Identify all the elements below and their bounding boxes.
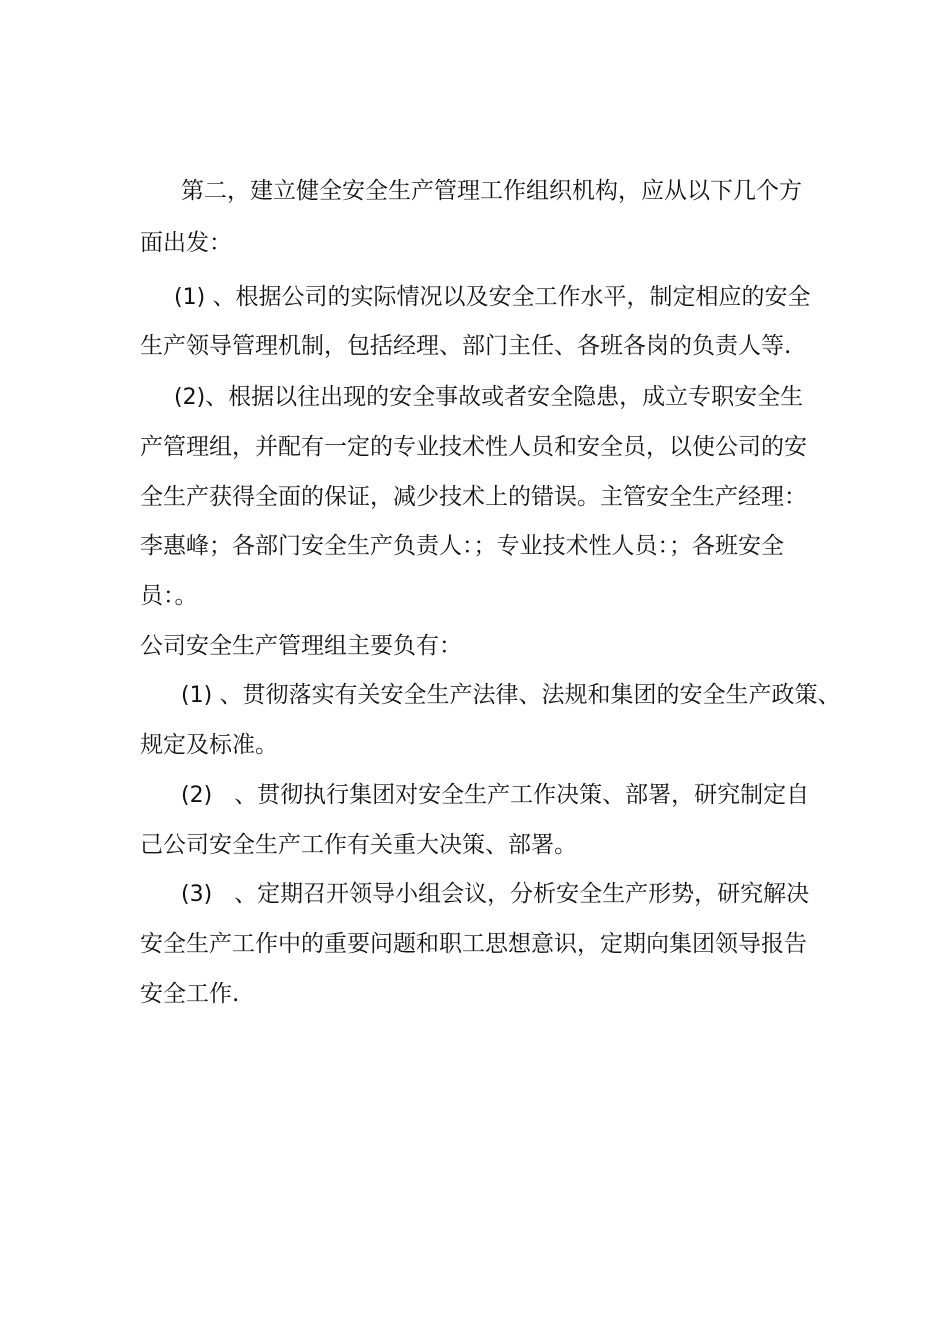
paragraph-intro-line-2: 面出发： (140, 230, 232, 256)
item-1-line-1 (174, 282, 810, 313)
duty-3-line-1 (181, 879, 809, 910)
item-2-line-2: 产管理组，并配有一定的专业技术性人员和安全员，以使公司的安 (140, 434, 807, 460)
duty-3-marker: (3) (181, 882, 213, 907)
item-2-marker: (2) (174, 385, 206, 410)
duty-2-line-2: 己公司安全生产工作有关重大决策、部署。 (140, 832, 577, 858)
item-2-line-3: 全生产获得全面的保证，减少技术上的错误。主管安全生产经理： (140, 484, 807, 510)
item-1-marker: (1) (174, 285, 206, 310)
duty-3-text: 、定期召开领导小组会议，分析安全生产形势，研究解决 (234, 881, 810, 907)
section-heading: 公司安全生产管理组主要负有： (140, 633, 462, 659)
item-1-text: 、根据公司的实际情况以及安全工作水平，制定相应的安全 (212, 284, 811, 310)
duty-1-line-1 (181, 680, 840, 711)
duty-1-marker: (1) (181, 683, 213, 708)
item-2-text: 、根据以往出现的安全事故或者安全隐患，成立专职安全生 (205, 384, 804, 410)
item-2-line-5: 员：。 (140, 583, 198, 609)
duty-2-text: 、贯彻执行集团对安全生产工作决策、部署，研究制定自 (234, 782, 810, 808)
duty-1-text: 、贯彻落实有关安全生产法律、法规和集团的安全生产政策、 (219, 682, 841, 708)
duty-3-line-3: 安全工作. (140, 981, 240, 1007)
duty-1-line-2: 规定及标准。 (140, 732, 278, 758)
duty-2-marker: (2) (181, 783, 213, 808)
paragraph-intro-line-1: 第二，建立健全安全生产管理工作组织机构，应从以下几个方 (181, 178, 802, 204)
duty-2-line-1 (181, 780, 809, 811)
duty-3-line-2: 安全生产工作中的重要问题和职工思想意识，定期向集团领导报告 (140, 931, 807, 957)
item-2-line-4: 李惠峰；各部门安全生产负责人：；专业技术性人员：；各班安全 (140, 533, 784, 559)
item-2-line-1 (174, 382, 803, 413)
item-1-line-2: 生产领导管理机制，包括经理、部门主任、各班各岗的负责人等. (140, 333, 792, 359)
